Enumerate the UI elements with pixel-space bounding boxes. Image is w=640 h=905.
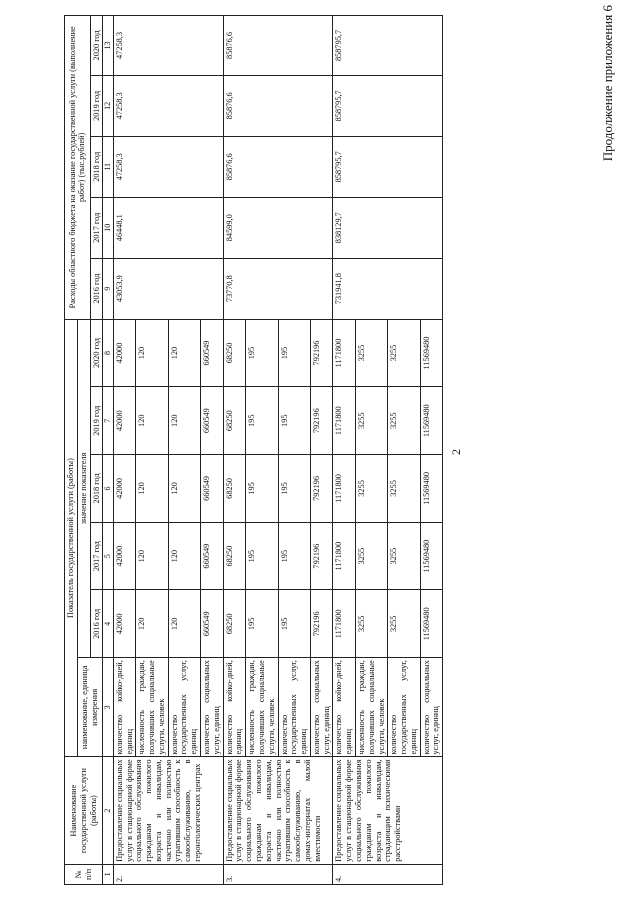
- indicator-value: 68250: [223, 319, 246, 387]
- header-year: 2020 год: [90, 319, 103, 387]
- expense-value: 85876,6: [223, 75, 333, 136]
- expense-value: 858795,7: [333, 136, 443, 197]
- expense-value: 858795,7: [333, 75, 443, 136]
- indicator-value: 792196: [310, 387, 333, 455]
- service-name: Предоставление социальных услуг в стационарной форме социального обслуживания гражданам пожилого возраста и инвалидам, частично или полностью утратившим способность к самообслуживанию, в домах-интернатах малой вместимости: [223, 757, 333, 864]
- indicator-value: 11569480: [420, 455, 443, 523]
- indicator-value: 660549: [201, 455, 224, 523]
- expense-value: 85876,6: [223, 16, 333, 76]
- indicator-value: 3255: [388, 387, 420, 455]
- header-year: 2020 год: [90, 16, 103, 76]
- indicator-value: 3255: [388, 522, 420, 590]
- indicator-value: 195: [278, 319, 310, 387]
- indicator-value: 3255: [388, 319, 420, 387]
- expense-value: 85876,6: [223, 136, 333, 197]
- column-number-row: [103, 16, 113, 885]
- indicator-name: количество социальных услуг, единиц: [420, 658, 443, 757]
- service-name: Предоставление социальных услуг в стационарной форме социального обслуживания гражданам пожилого возраста и инвалидам, страдающим психическими расстройствами: [333, 757, 443, 864]
- header-year: 2019 год: [90, 75, 103, 136]
- row-number: 4.: [333, 864, 443, 884]
- header-service: Наименование государственной услуги (работы): [65, 757, 103, 864]
- expense-value: 46448,1: [113, 197, 223, 258]
- header-year: 2017 год: [90, 197, 103, 258]
- indicator-name: количество социальных услуг, единиц: [310, 658, 333, 757]
- service-name: Предоставление социальных услуг в стационарной форме социального обслуживания гражданам пожилого возраста и инвалидам, частично или полностью утратившим способность к самообслуживанию, в геронтологических центрах: [113, 757, 223, 864]
- indicator-value: 792196: [310, 455, 333, 523]
- indicator-value: 195: [246, 319, 278, 387]
- indicator-value: 11569480: [420, 387, 443, 455]
- indicator-value: 120: [168, 319, 200, 387]
- indicator-value: 1171800: [333, 590, 356, 658]
- indicator-name: количество койко-дней, единиц: [223, 658, 246, 757]
- indicator-value: 120: [136, 455, 168, 523]
- indicator-value: 195: [246, 455, 278, 523]
- indicator-value: 792196: [310, 522, 333, 590]
- indicator-value: 11569480: [420, 522, 443, 590]
- column-number: 7: [103, 387, 113, 455]
- indicator-value: 195: [278, 590, 310, 658]
- appendix-label: Продолжение приложения 6: [600, 5, 615, 162]
- header-num: № п/п: [65, 864, 103, 884]
- expense-value: 84599,0: [223, 197, 333, 258]
- indicator-value: 3255: [388, 455, 420, 523]
- header-expense-group: Расходы областного бюджета на оказание государственной услуги (выполнение работ) (тыс.рублей): [65, 16, 91, 320]
- header-indicator-group: Показатель государственной услуги (работы): [65, 319, 78, 757]
- column-number: 4: [103, 590, 113, 658]
- page-number: 2: [449, 449, 463, 455]
- indicator-value: 3255: [355, 522, 387, 590]
- indicator-value: 68250: [223, 590, 246, 658]
- expense-value: 73770,8: [223, 258, 333, 319]
- indicator-value: 42000: [113, 455, 136, 523]
- header-year: 2019 год: [90, 387, 103, 455]
- indicator-value: 195: [278, 522, 310, 590]
- header-year: 2016 год: [90, 590, 103, 658]
- expense-value: 43053,9: [113, 258, 223, 319]
- indicator-value: 1171800: [333, 387, 356, 455]
- indicator-value: 120: [136, 387, 168, 455]
- indicator-value: 195: [246, 387, 278, 455]
- indicator-name: численность граждан, получивших социальные услуги, человек: [136, 658, 168, 757]
- header-year: 2018 год: [90, 136, 103, 197]
- indicator-value: 68250: [223, 455, 246, 523]
- indicator-value: 660549: [201, 387, 224, 455]
- header-value-group: значение показателя: [77, 319, 90, 658]
- indicator-value: 11569480: [420, 590, 443, 658]
- column-number: 13: [103, 16, 113, 76]
- indicator-name: численность граждан, получивших социальные услуги, человек: [246, 658, 278, 757]
- expense-value: 838129,7: [333, 197, 443, 258]
- column-number: 11: [103, 136, 113, 197]
- indicator-value: 660549: [201, 590, 224, 658]
- indicator-value: 42000: [113, 590, 136, 658]
- header-year: 2018 год: [90, 455, 103, 523]
- expense-value: 731941,8: [333, 258, 443, 319]
- expense-value: 858795,7: [333, 16, 443, 76]
- indicator-value: 660549: [201, 319, 224, 387]
- indicator-value: 3255: [355, 319, 387, 387]
- indicator-value: 68250: [223, 387, 246, 455]
- column-number: 6: [103, 455, 113, 523]
- column-number: 3: [103, 658, 113, 757]
- indicator-value: 120: [168, 590, 200, 658]
- indicator-name: количество койко-дней, единиц: [113, 658, 136, 757]
- indicator-value: 120: [136, 522, 168, 590]
- indicator-value: 1171800: [333, 319, 356, 387]
- indicator-value: 42000: [113, 387, 136, 455]
- column-number: 1: [103, 864, 113, 884]
- indicator-value: 195: [246, 522, 278, 590]
- indicator-value: 120: [168, 455, 200, 523]
- indicator-value: 195: [278, 455, 310, 523]
- indicator-value: 3255: [355, 590, 387, 658]
- indicator-value: 120: [168, 522, 200, 590]
- indicator-name: количество государственных услуг, единиц: [388, 658, 420, 757]
- service-expense-table: [64, 15, 443, 885]
- indicator-value: 1171800: [333, 455, 356, 523]
- indicator-name: количество койко-дней, единиц: [333, 658, 356, 757]
- indicator-value: 792196: [310, 590, 333, 658]
- expense-value: 47258,3: [113, 16, 223, 76]
- indicator-value: 792196: [310, 319, 333, 387]
- table-header: [65, 16, 114, 885]
- column-number: 2: [103, 757, 113, 864]
- header-year: 2017 год: [90, 522, 103, 590]
- indicator-value: 195: [246, 590, 278, 658]
- table-row: [223, 16, 246, 885]
- indicator-value: 11569480: [420, 319, 443, 387]
- indicator-name: численность граждан, получивших социальные услуги, человек: [355, 658, 387, 757]
- indicator-value: 1171800: [333, 522, 356, 590]
- header-year: 2016 год: [90, 258, 103, 319]
- indicator-name: количество социальных услуг, единиц: [201, 658, 224, 757]
- column-number: 9: [103, 258, 113, 319]
- indicator-value: 3255: [355, 455, 387, 523]
- table-row: [333, 16, 356, 885]
- indicator-value: 120: [168, 387, 200, 455]
- indicator-value: 120: [136, 590, 168, 658]
- indicator-name: количество государственных услуг, единиц: [278, 658, 310, 757]
- column-number: 10: [103, 197, 113, 258]
- indicator-value: 3255: [388, 590, 420, 658]
- indicator-value: 660549: [201, 522, 224, 590]
- indicator-value: 3255: [355, 387, 387, 455]
- indicator-value: 120: [136, 319, 168, 387]
- indicator-value: 42000: [113, 319, 136, 387]
- header-indicator-name: наименование, единица измерения: [77, 658, 103, 757]
- indicator-value: 68250: [223, 522, 246, 590]
- indicator-value: 42000: [113, 522, 136, 590]
- table-row: [113, 16, 136, 885]
- column-number: 5: [103, 522, 113, 590]
- expense-value: 47258,3: [113, 75, 223, 136]
- expense-value: 47258,3: [113, 136, 223, 197]
- indicator-name: количество государственных услуг, единиц: [168, 658, 200, 757]
- column-number: 12: [103, 75, 113, 136]
- row-number: 2.: [113, 864, 223, 884]
- table-body: [113, 16, 442, 885]
- indicator-value: 195: [278, 387, 310, 455]
- column-number: 8: [103, 319, 113, 387]
- row-number: 3.: [223, 864, 333, 884]
